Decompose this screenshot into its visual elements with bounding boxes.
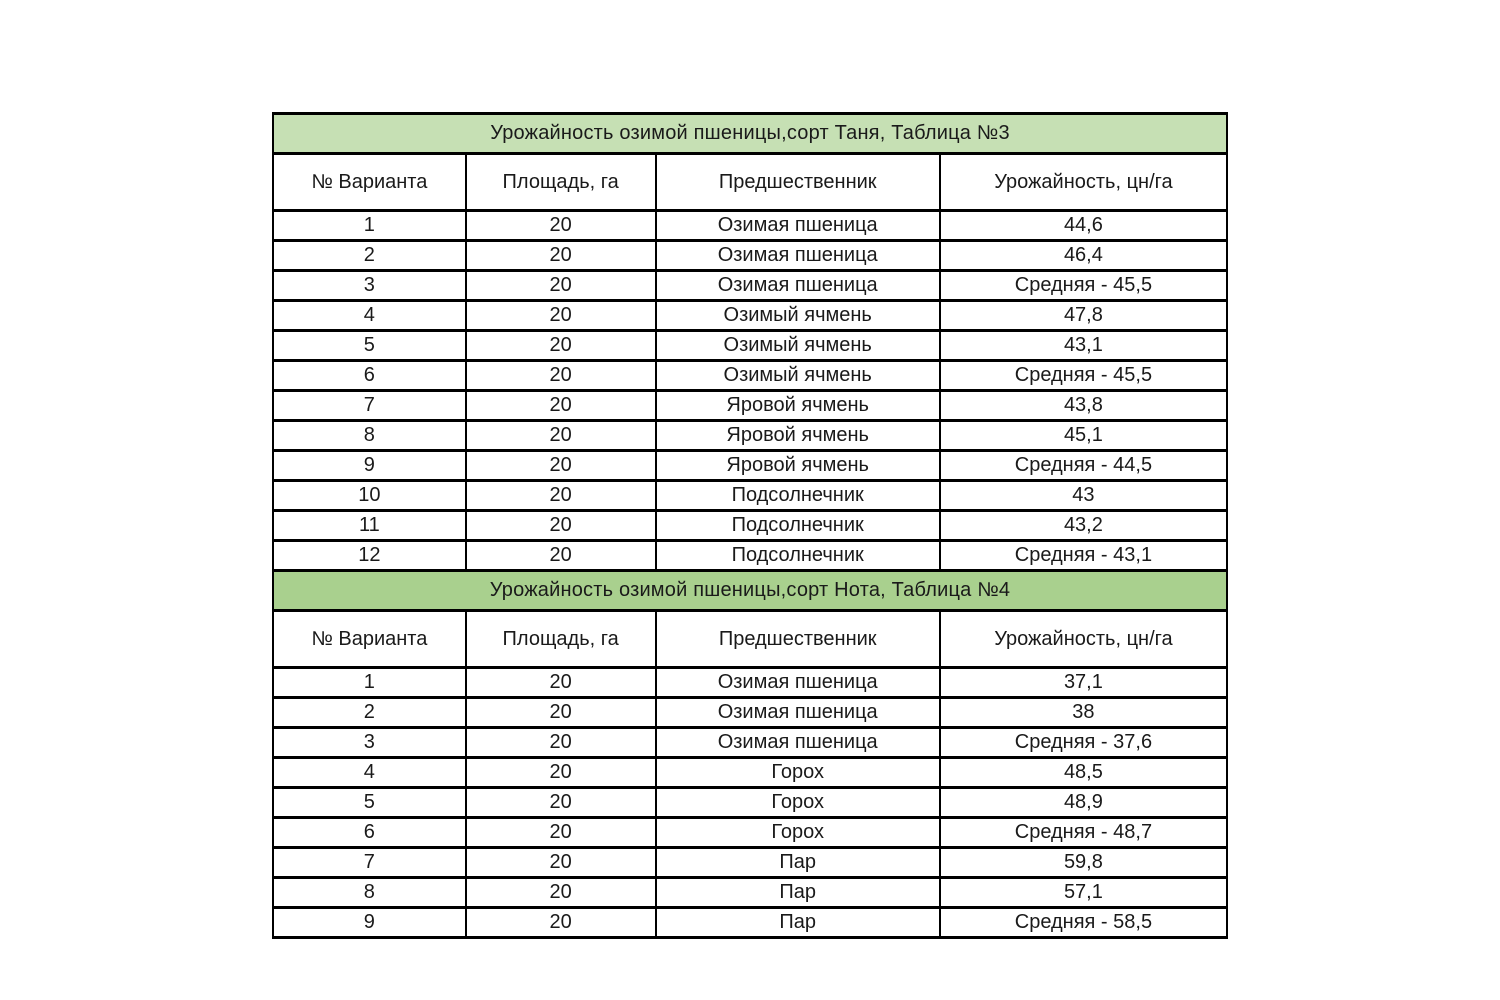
table-row [273,271,1227,301]
table-row [273,878,1227,908]
table-cell: 3 [273,271,466,301]
table-cell: Озимая пшеница [656,271,940,301]
table-cell: 20 [466,241,656,271]
table-cell: 7 [273,391,466,421]
table-row [273,668,1227,698]
table-cell: Средняя - 58,5 [940,908,1227,938]
table-cell: 20 [466,541,656,571]
table-cell: 8 [273,878,466,908]
table-row [273,788,1227,818]
table-cell: Пар [656,908,940,938]
table-cell: Средняя - 48,7 [940,818,1227,848]
table-cell: 4 [273,758,466,788]
table-cell: 20 [466,361,656,391]
table-row [273,698,1227,728]
column-header: Урожайность, цн/га [940,611,1227,668]
table-row [273,481,1227,511]
table-cell: 20 [466,511,656,541]
table-cell: 11 [273,511,466,541]
table-cell: 20 [466,758,656,788]
table-cell: 43,8 [940,391,1227,421]
yield-tables-block [272,112,1228,939]
table-wheat-tanya [272,112,1228,572]
table-cell: 20 [466,668,656,698]
table-cell: Озимая пшеница [656,211,940,241]
table-cell: 1 [273,211,466,241]
table-cell: 2 [273,241,466,271]
table-body [273,211,1227,571]
table-row [273,758,1227,788]
table-cell: Пар [656,848,940,878]
table-cell: Горох [656,818,940,848]
table-row [273,818,1227,848]
table-cell: 20 [466,451,656,481]
table-title: Урожайность озимой пшеницы,сорт Таня, Таблица №3 [273,114,1227,154]
table-cell: 6 [273,361,466,391]
table-cell: 20 [466,728,656,758]
table-cell: 4 [273,301,466,331]
table-cell: 37,1 [940,668,1227,698]
table-cell: 38 [940,698,1227,728]
table-cell: 5 [273,788,466,818]
table-row [273,421,1227,451]
table-row [273,728,1227,758]
table-cell: 20 [466,908,656,938]
table-cell: 46,4 [940,241,1227,271]
column-header: Предшественник [656,154,940,211]
column-header: № Варианта [273,154,466,211]
table-cell: 43,2 [940,511,1227,541]
table-cell: Горох [656,758,940,788]
column-header: Площадь, га [466,154,656,211]
table-cell: 9 [273,908,466,938]
table-row [273,541,1227,571]
table-cell: 9 [273,451,466,481]
table-row [273,908,1227,938]
table-row [273,241,1227,271]
table-cell: Горох [656,788,940,818]
table-body [273,668,1227,938]
table-row [273,511,1227,541]
table-cell: 45,1 [940,421,1227,451]
table-cell: Озимый ячмень [656,331,940,361]
table-cell: 20 [466,421,656,451]
table-cell: 20 [466,788,656,818]
table-cell: Яровой ячмень [656,391,940,421]
table-cell: 7 [273,848,466,878]
table-cell: 47,8 [940,301,1227,331]
table-row [273,391,1227,421]
table-cell: 20 [466,391,656,421]
table-cell: Озимый ячмень [656,361,940,391]
table-cell: 20 [466,878,656,908]
table-cell: 20 [466,818,656,848]
table-cell: Яровой ячмень [656,451,940,481]
table-cell: 20 [466,331,656,361]
table-row [273,331,1227,361]
table-cell: 20 [466,301,656,331]
table-row [273,848,1227,878]
table-cell: Пар [656,878,940,908]
table-cell: Средняя - 44,5 [940,451,1227,481]
column-header: Площадь, га [466,611,656,668]
table-title-row [273,571,1227,611]
table-cell: Подсолнечник [656,541,940,571]
table-cell: Подсолнечник [656,481,940,511]
table-cell: 1 [273,668,466,698]
table-cell: 10 [273,481,466,511]
table-cell: Озимый ячмень [656,301,940,331]
table-cell: Озимая пшеница [656,728,940,758]
table-title: Урожайность озимой пшеницы,сорт Нота, Таблица №4 [273,571,1227,611]
table-cell: 2 [273,698,466,728]
table-cell: Средняя - 45,5 [940,271,1227,301]
table-cell: 8 [273,421,466,451]
table-cell: 20 [466,481,656,511]
column-header: Урожайность, цн/га [940,154,1227,211]
table-cell: Яровой ячмень [656,421,940,451]
table-row [273,361,1227,391]
table-wheat-nota [272,569,1228,939]
column-header-row [273,154,1227,211]
column-header: Предшественник [656,611,940,668]
table-cell: Подсолнечник [656,511,940,541]
table-cell: 5 [273,331,466,361]
table-cell: 44,6 [940,211,1227,241]
table-cell: 20 [466,211,656,241]
table-cell: 43 [940,481,1227,511]
table-cell: 57,1 [940,878,1227,908]
table-title-row [273,114,1227,154]
table-row [273,301,1227,331]
table-cell: 20 [466,271,656,301]
table-cell: Озимая пшеница [656,698,940,728]
table-row [273,211,1227,241]
table-cell: Озимая пшеница [656,241,940,271]
table-cell: 20 [466,848,656,878]
column-header: № Варианта [273,611,466,668]
column-header-row [273,611,1227,668]
table-row [273,451,1227,481]
table-cell: 6 [273,818,466,848]
table-cell: Средняя - 37,6 [940,728,1227,758]
table-cell: 48,5 [940,758,1227,788]
table-cell: 48,9 [940,788,1227,818]
table-cell: 59,8 [940,848,1227,878]
table-cell: Озимая пшеница [656,668,940,698]
table-cell: 12 [273,541,466,571]
table-cell: Средняя - 43,1 [940,541,1227,571]
table-cell: 43,1 [940,331,1227,361]
table-cell: 20 [466,698,656,728]
table-cell: Средняя - 45,5 [940,361,1227,391]
table-cell: 3 [273,728,466,758]
